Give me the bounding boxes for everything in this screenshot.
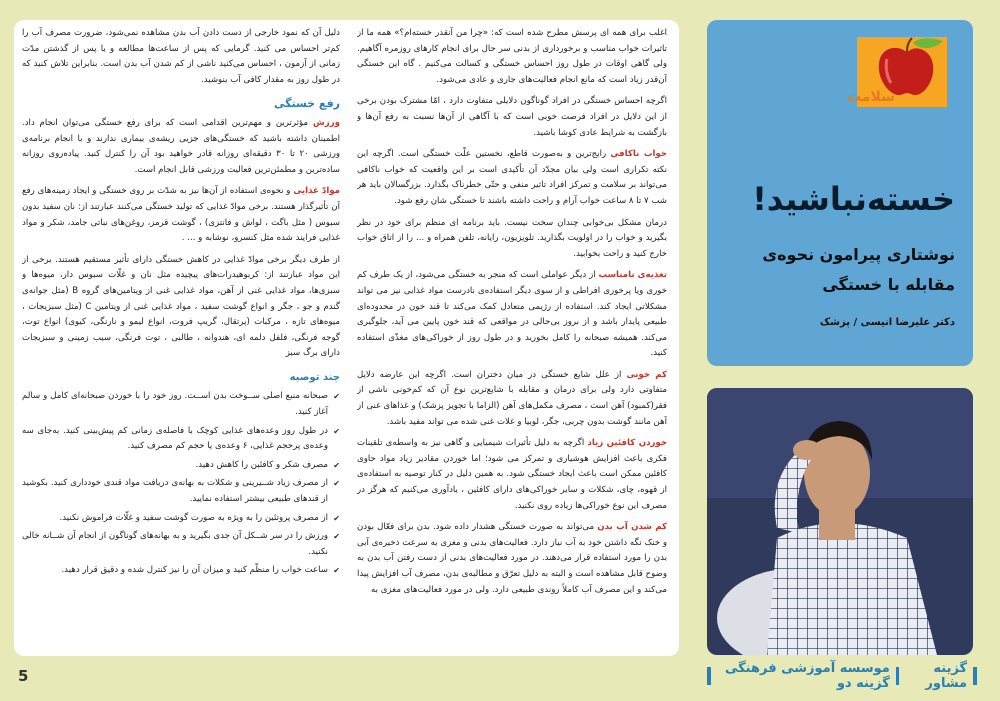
health-section-label: سلامت (847, 89, 895, 105)
tip-item: ✔ ورزش را در سر شــکل آن جدی بگیرید و به بهانه‌های گوناگون از انجام آن شــانه خالی نکنید. (22, 529, 340, 560)
diet-text: از دیگر عواملی است که منجر به خستگی می‌شود، از یک طرف کم خوری ویا پرخوری افراطی و از سوی دیگر استفاده‌ی نادرست مواد غذایی نیز می تواند مشکلاتی ایجاد کند. استفاده از رژیمی متعادل کمک می‌کند تا قند خون در محدوده‌ای طبیعی پایدار باشد و از بروز بی‌حالی در مواقعی که قند خون پایین می آید، جلوگیری می‌کند. همیشه صبحانه را کامل بخورید و در طول روز از خوراکی‌های مغذّی استفاده کنید. (357, 270, 667, 359)
food-paragraph-2: از طرف دیگر برخی موادّ غذایی در کاهش خستگی دارای تأثیر مستقیم هستند. برخی از این مواد عبارتند از: کربوهیدرات‌های پیچیده مثل نان و غلّات سبوس دار، میوه‌ها و سبزی‌ها، مواد غذایی غنی از آهن، مواد غذایی غنی از ویتامین‌های گروه B (مثل جوانه‌ی گندم و جو ، جگر و انواع گوشت سفید ، مواد غذایی غنی از ویتامین C (مثل سبزیجات ، میوه‌های تازه ، مرکبات (پرتقال، گریپ فروت، انواع لیمو و نارنگی، کیوی) انواع توت، گوجه فرنگی، فلفل دلمه ای، هندوانه ، طالبی ، توت فرنگی، سیب زمینی و سبزیجات دارای برگ سبز (22, 254, 340, 359)
footer-bar-right (973, 667, 977, 685)
exercise-keyword: ورزش (312, 117, 340, 128)
exercise-paragraph (22, 116, 340, 178)
article-title: خسته‌نباشید! (752, 180, 955, 218)
caffeine-paragraph (357, 436, 667, 514)
footer-magazine-name: گزینه مشاور (925, 661, 968, 691)
anemia-text: از علل شایع خستگی در میان دختران است. اگرچه این عارضه دلایل متفاوتی دارد ولی برای درمان و مقابله با شایع‌ترین نوع آن که کم‌خونی ناشی از فقر(کمبود) آهن است ، مصرف مکمل‌های آهن (الزاما با تجویز پزشک) و غذاهای غنی از آهن مانند گوشت بدون چربی، جگر، لوبیا و غلات غنی شده می تواند مفید باشد. (357, 369, 667, 427)
intro-paragraph-2: اگرچه احساس خستگی در افراد گوناگون دلایلی متفاوت دارد ، امّا مشترک بودن برخی از این دلایل در افراد فرصت خوبی است که با آگاهی از آن‌ها نسبت به رفع آن‌ها و بازگشت به شرایط عادی کوشا باشید. (357, 96, 667, 138)
tip-item: ✔ مصرف شکر و کافئین را کاهش دهید. (22, 458, 340, 474)
diet-keyword: تغذیه‌ی نامناسب (598, 270, 667, 281)
diet-paragraph (357, 268, 667, 362)
footer-bar-left (707, 667, 711, 685)
health-section-badge (847, 37, 947, 107)
footer-institute-name: موسسه آموزشی فرهنگی گزینه دو (724, 661, 890, 691)
tip-item: ✔ در طول روز وعده‌های غذایی کوچک با فاصله‌ی زمانی کم پیش‌بینی کنید. به‌جای سه وعده‌ی پرحجم غذایی، ۶ وعده‌ی یا حجم کم مصرف کنید. (22, 424, 340, 455)
dehydration-text: می‌تواند به صورت خستگی هشدار داده شود. بدن برای فعّال بودن و خنک نگه داشتن خود به آب نیاز دارد. فعالیت‌های بدنی و مغزی به سرعت ذخیره‌ی آبی بدن را مورد استفاده قرار می‌دهند. در مورد فعالیت‌های بدنی از دست رفتن آب بدن به وضوح قابل مشاهده است و البته به دلیل تعرّق و مطالبه‌ی بدن، مصرف آب افزایش پیدا می‌کند و این مصرف آب کاملاً روندی طبیعی دارد. ولی در مورد فعالیت‌های مغزی به (357, 522, 667, 595)
tips-list (22, 389, 340, 579)
tired-man-photo (707, 388, 973, 655)
sleep-keyword: خواب ناکافی (610, 149, 667, 160)
dehydration-paragraph (357, 520, 667, 598)
dehydration-keyword: کم شدن آب بدن (597, 522, 667, 533)
food-keyword: موادّ غذایی (293, 186, 340, 197)
tip-item: ✔ از مصرف پروتئین را به ویژه به صورت گوشت سفید و غلّات فراموش نکنید. (22, 511, 340, 527)
author-line: دکتر علیرضا انیسی / پزشک (819, 317, 955, 328)
food-text: و نحوه‌ی استفاده از آن‌ها نیز به شدّت بر روی خستگی و ایجاد زمینه‌های رفع آن تأثیرگذار هستند. برخی موادّ غذایی که تولید خستگی می‌کنند عبارتند از: نان سفید بدون سبوس ( مثل باگت ، لواش و فانتزی) ، گوشت قرمز، روغن‌های نباتی جامد، شکر و مواد غذایی فرایند شده مثل کنسرو، نوشابه و ... . (22, 186, 340, 244)
intro-paragraph: اغلب برای همه ای پرسش مطرح شده است که: «چرا من آنقدر خسته‌ام؟» همه ما از تاثیرات خواب مناسب و برخورداری از بدنی سر حال برای انجام کارهای روزمره آگاهیم. ولی گاهی اوقات در طول روز احساس خستگی و کسالت می‌کنیم . گاه این خستگی آن‌قدر زیاد است که مانع انجام فعالیت‌های جاری و عادی می‌شود. (357, 28, 667, 85)
page-number: 5 (18, 667, 29, 685)
article-column-left (22, 26, 340, 650)
sleep-text: رایج‌ترین و به‌صورت قاطع، نخستین علّت خستگی است. اگرچه این نکته تکراری است ولی بیان مجدّد آن تأکیدی است بر این واقعیت که خواب ناکافی می‌تواند بر سلامت و تمرکز افراد تاثیر منفی و حتّی خطرناک بگذارد. بزرگسالان باید هر شب ۷ تا ۸ ساعت خواب آرام و راحت داشته باشند تا خستگی شان رفع شود. (357, 149, 667, 206)
article-subtitle: نوشتاری پیرامون نحوه‌ی مقابله‌ با خستگی (762, 245, 955, 294)
food-paragraph (22, 184, 340, 246)
caffeine-text: اگرچه به دلیل تأثیرات شیمیایی و گاهی نیز به واسطه‌ی تلقینات فکری باعث افزایش هوشیاری و تمرکز می شود؛ اما خوردن مقادیر زیاد مواد حاوی کافئین ممکن است باعث ایجاد خستگی شود. به همین دلیل در کنار توصیه به استفاده‌ی از قهوه، چای، شکلات و سایر خوراکی‌های دارای کافئین ، یادآوری می‌کنیم که هرگز در مصرف این نوع خوراکی‌ها زیاده روی نکنید. (357, 438, 667, 511)
sleep-paragraph (357, 147, 667, 209)
section-heading-tips: چند توصیه (289, 371, 340, 383)
anemia-paragraph (357, 368, 667, 430)
article-column-right (357, 26, 667, 650)
sleep-paragraph-2: درمان مشکل بی‌خوابی چندان سخت نیست. باید برنامه ای منظم برای خود در نظر بگیرید و خواب را در اولویت بگذارید. تلویزیون، رایانه، تلفن همراه و ... را از اتاق خواب خارج کنید و راحت بخوابید. (357, 217, 667, 259)
footer-divider (896, 667, 899, 685)
tip-item: ✔ از مصرف زیاد شــیرینی و شکلات به بهانه‌ی دریافت مواد قندی خودداری کنید. بکوشید از قندهای طبیعی بیشتر استفاده نمایید. (22, 476, 340, 507)
continuation-paragraph: دلیل آن که نمود خارجی از دست دادن آب بدن مشاهده نمی‌شود، ضرورت مصرف آب را کم‌تر احساس می کنید. گرمایی که پس از ساعت‌ها مطالعه و یا پس از گذشتن مدّت زمانی از آزمون ، احساس می‌کنید ناشی از کم شدن آب بدن است. بنابراین تلاش کنید که در طول روز به مقدار کافی آب بنوشید. (22, 28, 340, 85)
tip-item: ✔ ساعت خواب را منظّم کنید و میزان آن را نیز کنترل شده و دقیق قرار دهید. (22, 563, 340, 579)
exercise-text: مؤثرترین و مهم‌ترین اقدامی است که برای رفع خستگی می‌توان انجام داد. اطمینان داشته باشید که خستگی‌های جزیی ریشه‌ی بیماری ندارند و با انجام برنامه‌ی ورزشی ۲۰ تا ۳۰ دقیقه‌ای روزانه قادر خواهید بود آن را کنترل کنید. پیاده‌روی روزانه ساده‌ترین و مطمئن‌ترین فعالیت ورزشی قابل انجام است. (22, 117, 340, 175)
photo-illustration (707, 388, 973, 655)
footer (707, 661, 977, 691)
anemia-keyword: کم خونی (626, 369, 667, 380)
caffeine-keyword: خوردن کافئین زیاد (587, 438, 667, 449)
tip-item: ✔ صبحانه منبع اصلی ســوخت بدن اســت. روز خود را با خوردن صبحانه‌ای کامل و سالم آغاز کنید. (22, 389, 340, 420)
section-heading-fatigue-relief: رفع خستگی (273, 97, 340, 111)
